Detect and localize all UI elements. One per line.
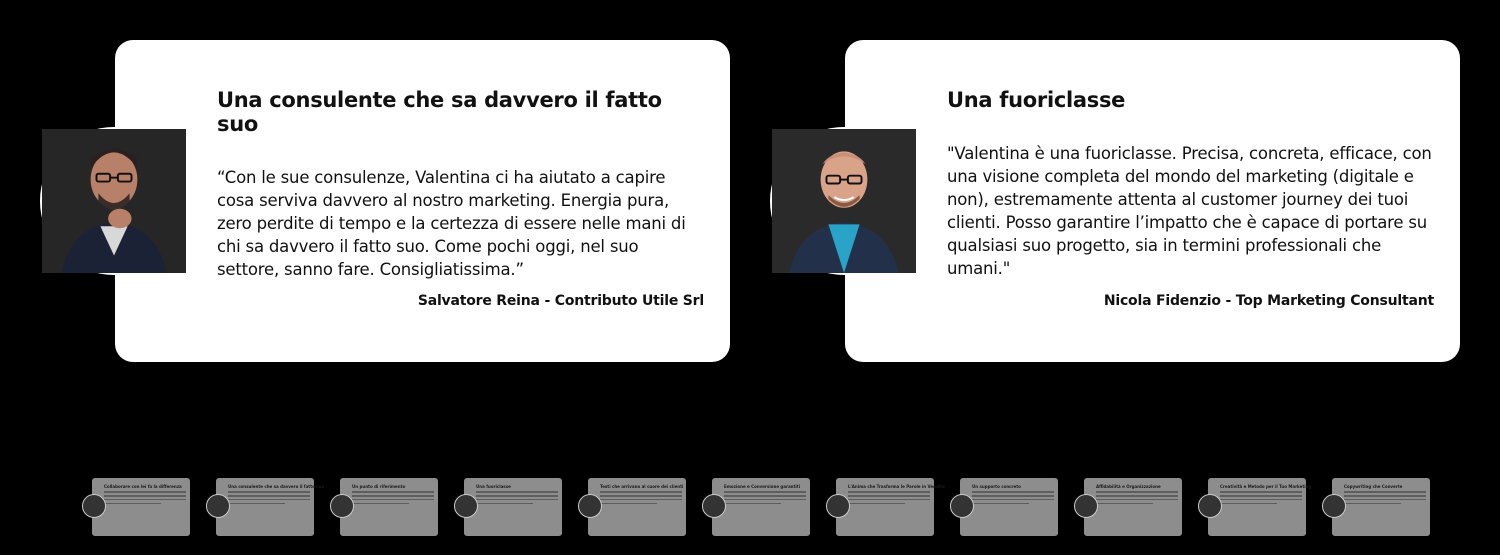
carousel-thumb[interactable]: [950, 478, 1058, 536]
thumb-title: L'Anima che Trasforma le Parole in Vendite: [848, 484, 945, 489]
thumb-avatar: [330, 494, 354, 518]
person-photo-icon: [772, 129, 916, 273]
carousel-thumb[interactable]: [82, 478, 190, 536]
thumb-avatar: [702, 494, 726, 518]
thumb-title: Testi che arrivano al cuore dei clienti: [600, 484, 684, 489]
person-photo-icon: [42, 129, 186, 273]
thumb-title: Collaborare con lei fa la differenza: [104, 484, 182, 489]
testimonial-quote: “Con le sue consulenze, Valentina ci ha aiutato a capire cosa serviva davvero al nostro marketing. Energia pura, zero perdite di tempo e la certezza di essere nelle mani di chi sa davvero il fatto suo. Come pochi oggi, nel suo settore, sanno fare. Consigliatissima.”: [217, 168, 686, 279]
thumb-title: Un supporto concreto: [972, 484, 1021, 489]
thumb-title: Una fuoriclasse: [476, 484, 511, 489]
thumb-avatar: [82, 494, 106, 518]
carousel-thumb[interactable]: [454, 478, 562, 536]
carousel-thumb[interactable]: [330, 478, 438, 536]
thumb-title: Copywriting che Converte: [1344, 484, 1403, 489]
thumb-title: Un punto di riferimento: [352, 484, 406, 489]
carousel-thumb[interactable]: [826, 478, 945, 536]
avatar: [40, 127, 188, 275]
testimonial-card-2: [845, 40, 1460, 362]
testimonial-card-1: [115, 40, 730, 362]
thumb-title: Emozione e Conversione garantiti: [724, 484, 801, 489]
carousel-thumb[interactable]: [1322, 478, 1430, 536]
carousel-thumb[interactable]: [702, 478, 810, 536]
testimonial-title: Una consulente che sa davvero il fatto suo: [217, 88, 662, 136]
thumb-avatar: [578, 494, 602, 518]
thumb-avatar: [1198, 494, 1222, 518]
testimonial-title: Una fuoriclasse: [947, 88, 1126, 112]
thumb-avatar: [826, 494, 850, 518]
carousel-thumb[interactable]: [1198, 478, 1312, 536]
thumb-title: Una consulente che sa davvero il fatto suo: [228, 484, 325, 489]
thumb-title: Creatività e Metodo per il Tuo Marketing: [1220, 484, 1312, 489]
thumb-avatar: [1074, 494, 1098, 518]
thumb-avatar: [206, 494, 230, 518]
testimonial-carousel[interactable]: [70, 478, 1440, 536]
carousel-thumb[interactable]: [206, 478, 325, 536]
avatar: [770, 127, 918, 275]
testimonial-author: Salvatore Reina - Contributo Utile Srl: [417, 293, 704, 309]
thumb-avatar: [1322, 494, 1346, 518]
thumb-avatar: [950, 494, 974, 518]
testimonial-quote: "Valentina è una fuoriclasse. Precisa, concreta, efficace, con una visione completa del mondo del marketing (digitale e non), estremamente attenta al customer journey dei tuoi clienti. Posso garantire l’impatto che è capace di portare su qualsiasi suo progetto, sia in termini professionali che umani.": [947, 144, 1432, 278]
carousel-thumb[interactable]: [578, 478, 686, 536]
thumb-avatar: [454, 494, 478, 518]
testimonial-author: Nicola Fidenzio - Top Marketing Consultant: [1103, 293, 1434, 309]
thumb-title: Affidabilità e Organizzazione: [1096, 484, 1161, 489]
carousel-thumb[interactable]: [1074, 478, 1182, 536]
